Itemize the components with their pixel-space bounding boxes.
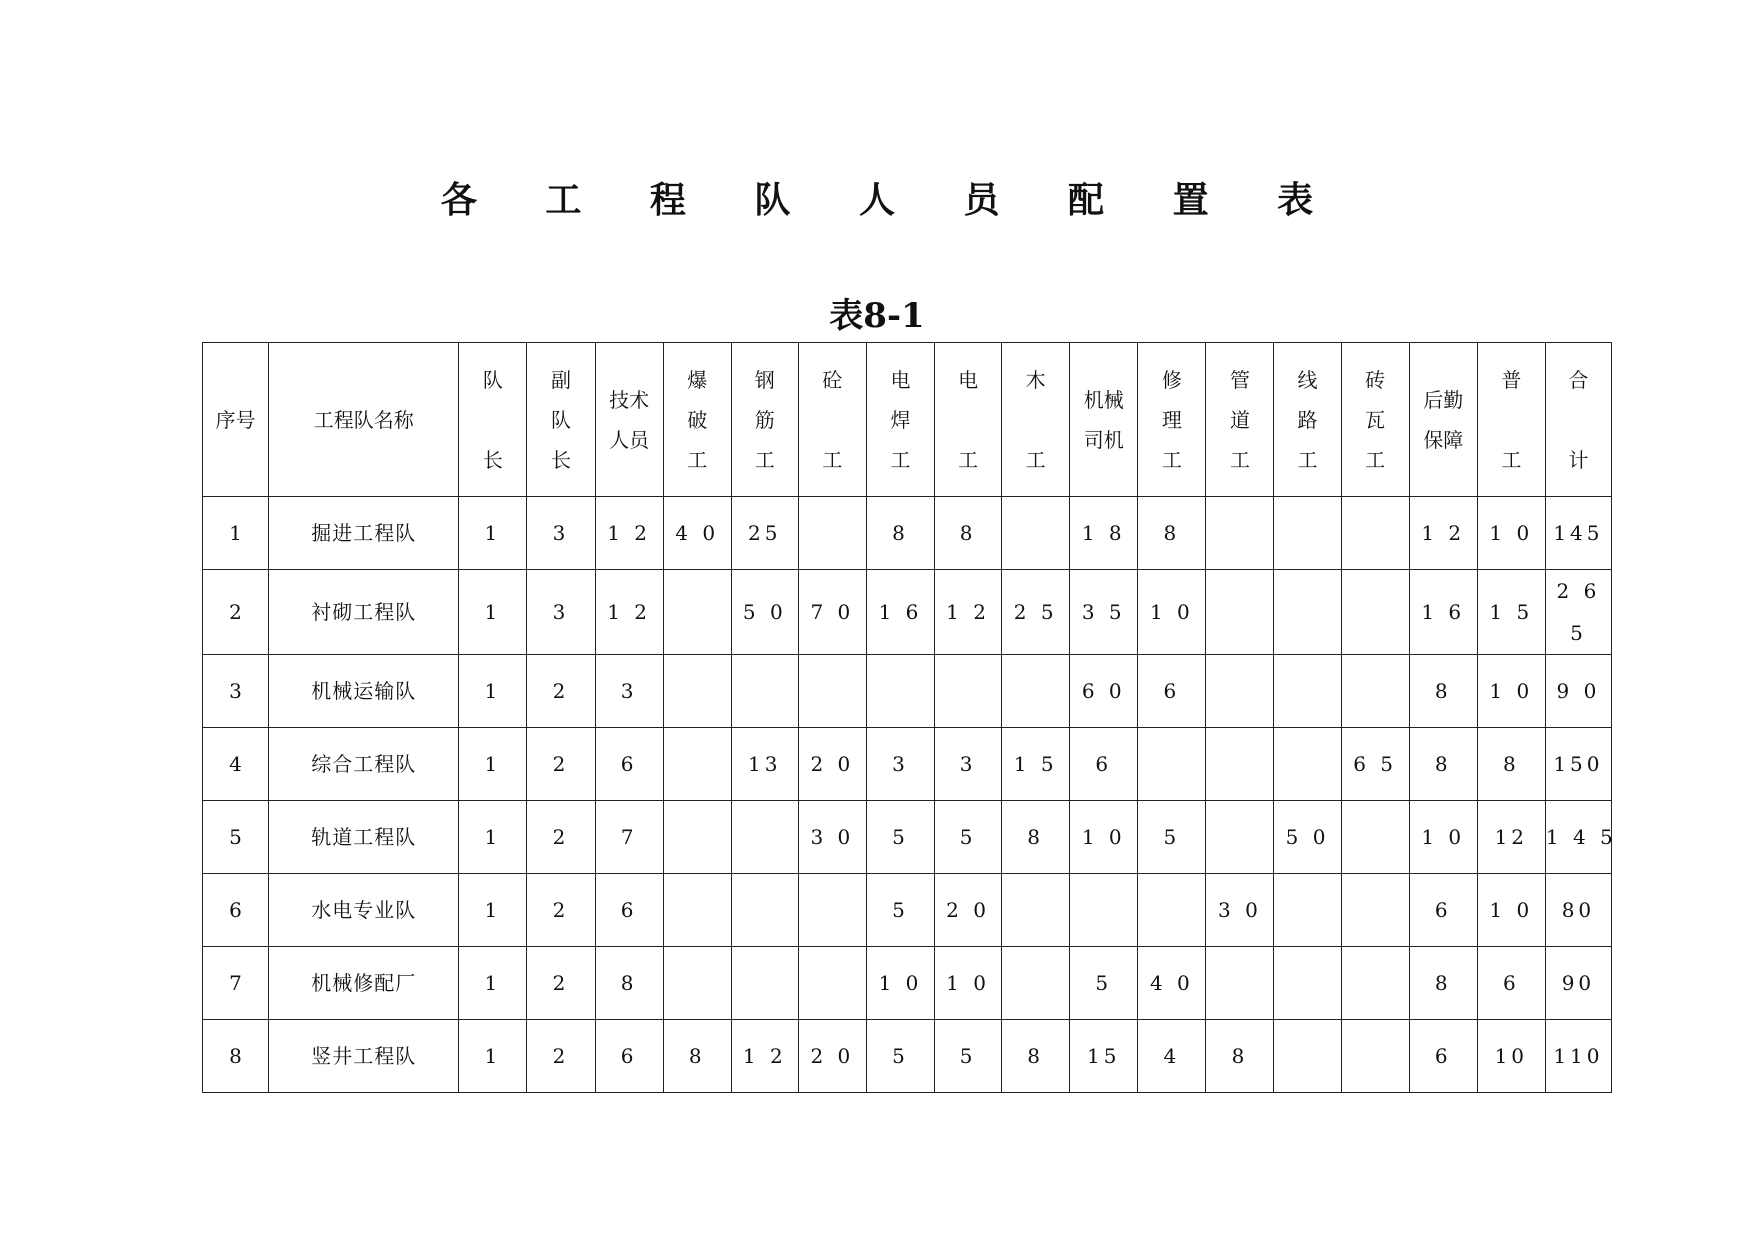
table-cell xyxy=(935,655,1002,728)
table-cell: 6 0 xyxy=(1070,655,1138,728)
row-number-cell: 2 xyxy=(203,570,269,655)
table-cell: 3 xyxy=(866,728,934,801)
table-cell xyxy=(1002,874,1070,947)
table-cell xyxy=(1206,497,1274,570)
table-cell: 5 xyxy=(935,1020,1002,1093)
table-cell: 8 xyxy=(595,947,663,1020)
column-header: 砖 瓦 工 xyxy=(1341,343,1409,497)
table-cell xyxy=(1341,1020,1409,1093)
table-cell xyxy=(663,728,731,801)
table-cell: 1 xyxy=(459,874,527,947)
table-cell: 110 xyxy=(1545,1020,1611,1093)
table-cell xyxy=(1206,655,1274,728)
table-cell xyxy=(1206,728,1274,801)
column-header: 电 焊 工 xyxy=(866,343,934,497)
table-cell: 8 xyxy=(1477,728,1545,801)
table-row xyxy=(203,497,1612,570)
table-cell xyxy=(731,947,798,1020)
team-name-cell: 掘进工程队 xyxy=(269,497,459,570)
table-cell xyxy=(1274,570,1341,655)
column-header: 线 路 工 xyxy=(1274,343,1341,497)
table-cell: 4 xyxy=(1138,1020,1206,1093)
table-cell: 7 xyxy=(595,801,663,874)
table-cell: 1 0 xyxy=(1477,874,1545,947)
row-number-cell: 1 xyxy=(203,497,269,570)
table-cell: 10 xyxy=(1477,1020,1545,1093)
table-cell: 8 xyxy=(1002,1020,1070,1093)
table-cell: 1 0 xyxy=(1477,655,1545,728)
column-header: 合 计 xyxy=(1545,343,1611,497)
table-cell: 12 xyxy=(1477,801,1545,874)
table-cell: 6 5 xyxy=(1341,728,1409,801)
team-name-cell: 综合工程队 xyxy=(269,728,459,801)
table-cell: 5 xyxy=(866,874,934,947)
table-cell: 8 xyxy=(935,497,1002,570)
table-cell: 1 xyxy=(459,570,527,655)
table-cell: 15 xyxy=(1070,1020,1138,1093)
table-cell xyxy=(1206,947,1274,1020)
table-cell: 2 0 xyxy=(798,1020,866,1093)
table-cell xyxy=(1138,874,1206,947)
table-cell xyxy=(1206,570,1274,655)
table-cell xyxy=(1274,874,1341,947)
table-cell: 5 0 xyxy=(731,570,798,655)
table-cell: 3 0 xyxy=(1206,874,1274,947)
table-cell: 1 6 xyxy=(866,570,934,655)
column-header: 后勤 保障 xyxy=(1409,343,1477,497)
table-cell: 6 xyxy=(1409,1020,1477,1093)
table-cell: 8 xyxy=(1409,728,1477,801)
table-cell: 2 0 xyxy=(798,728,866,801)
row-number-cell: 6 xyxy=(203,874,269,947)
team-name-cell: 水电专业队 xyxy=(269,874,459,947)
column-header: 技术 人员 xyxy=(595,343,663,497)
table-cell: 8 xyxy=(1002,801,1070,874)
table-cell: 6 xyxy=(595,874,663,947)
table-cell: 1 6 xyxy=(1409,570,1477,655)
table-cell xyxy=(1341,655,1409,728)
table-cell: 1 0 xyxy=(1070,801,1138,874)
table-cell: 6 xyxy=(595,1020,663,1093)
table-cell xyxy=(1070,874,1138,947)
table-cell: 2 0 xyxy=(935,874,1002,947)
table-number: 表8-1 xyxy=(829,296,925,336)
table-cell xyxy=(663,570,731,655)
table-cell: 13 xyxy=(731,728,798,801)
table-cell: 4 0 xyxy=(1138,947,1206,1020)
column-header: 机械 司机 xyxy=(1070,343,1138,497)
table-cell: 1 xyxy=(459,801,527,874)
table-cell xyxy=(1274,947,1341,1020)
table-cell: 1 5 xyxy=(1002,728,1070,801)
table-cell: 6 xyxy=(595,728,663,801)
column-header: 砼 工 xyxy=(798,343,866,497)
team-name-cell: 衬砌工程队 xyxy=(269,570,459,655)
table-cell: 6 xyxy=(1409,874,1477,947)
table-cell xyxy=(731,801,798,874)
table-cell: 1 2 xyxy=(935,570,1002,655)
table-cell: 1 4 5 xyxy=(1545,801,1611,874)
table-cell xyxy=(663,655,731,728)
column-header: 普 工 xyxy=(1477,343,1545,497)
table-cell: 1 0 xyxy=(1138,570,1206,655)
column-header: 序号 xyxy=(203,343,269,497)
table-row xyxy=(203,801,1612,874)
table-cell xyxy=(866,655,934,728)
table-cell: 1 2 xyxy=(595,497,663,570)
column-header: 副 队 长 xyxy=(527,343,595,497)
column-header: 修 理 工 xyxy=(1138,343,1206,497)
table-cell: 5 xyxy=(1138,801,1206,874)
table-cell xyxy=(1002,497,1070,570)
table-cell xyxy=(1206,801,1274,874)
team-name-cell: 机械运输队 xyxy=(269,655,459,728)
table-cell: 1 xyxy=(459,728,527,801)
table-cell xyxy=(1341,874,1409,947)
table-cell xyxy=(798,874,866,947)
table-cell xyxy=(1274,655,1341,728)
table-cell: 8 xyxy=(1138,497,1206,570)
table-cell: 5 xyxy=(866,1020,934,1093)
table-cell: 8 xyxy=(663,1020,731,1093)
table-cell: 9 0 xyxy=(1545,655,1611,728)
table-cell: 150 xyxy=(1545,728,1611,801)
table-cell: 8 xyxy=(1206,1020,1274,1093)
table-cell: 80 xyxy=(1545,874,1611,947)
table-cell: 5 xyxy=(866,801,934,874)
table-cell: 2 xyxy=(527,728,595,801)
table-cell: 6 xyxy=(1477,947,1545,1020)
row-number-cell: 3 xyxy=(203,655,269,728)
table-cell: 6 xyxy=(1070,728,1138,801)
table-cell: 2 xyxy=(527,655,595,728)
table-row xyxy=(203,728,1612,801)
page-title: 各 工 程 队 人 员 配 置 表 xyxy=(440,179,1342,221)
table-row xyxy=(203,947,1612,1020)
table-cell: 1 2 xyxy=(1409,497,1477,570)
table-cell: 8 xyxy=(1409,655,1477,728)
table-cell: 4 0 xyxy=(663,497,731,570)
table-cell: 90 xyxy=(1545,947,1611,1020)
table-cell xyxy=(663,801,731,874)
table-cell: 6 xyxy=(1138,655,1206,728)
row-number-cell: 7 xyxy=(203,947,269,1020)
table-cell xyxy=(731,655,798,728)
column-header: 电 工 xyxy=(935,343,1002,497)
table-cell: 25 xyxy=(731,497,798,570)
team-name-cell: 机械修配厂 xyxy=(269,947,459,1020)
table-cell: 3 xyxy=(527,497,595,570)
table-cell xyxy=(663,874,731,947)
table-cell: 1 xyxy=(459,947,527,1020)
table-row xyxy=(203,655,1612,728)
table-cell: 1 xyxy=(459,497,527,570)
table-cell: 1 8 xyxy=(1070,497,1138,570)
table-cell xyxy=(663,947,731,1020)
table-cell xyxy=(1341,801,1409,874)
row-number-cell: 8 xyxy=(203,1020,269,1093)
table-cell xyxy=(1138,728,1206,801)
table-cell: 3 xyxy=(935,728,1002,801)
table-cell: 3 xyxy=(527,570,595,655)
table-cell: 5 xyxy=(935,801,1002,874)
table-cell xyxy=(1341,570,1409,655)
table-cell: 1 0 xyxy=(1409,801,1477,874)
table-cell xyxy=(731,874,798,947)
table-cell xyxy=(1341,947,1409,1020)
table-cell: 1 0 xyxy=(866,947,934,1020)
table-cell: 7 0 xyxy=(798,570,866,655)
column-header: 爆 破 工 xyxy=(663,343,731,497)
table-cell xyxy=(798,497,866,570)
table-cell: 1 5 xyxy=(1477,570,1545,655)
table-cell: 1 xyxy=(459,1020,527,1093)
table-cell: 2 6 5 xyxy=(1545,570,1611,655)
table-cell: 2 xyxy=(527,874,595,947)
table-cell: 5 xyxy=(1070,947,1138,1020)
table-cell xyxy=(1002,655,1070,728)
table-cell xyxy=(1274,1020,1341,1093)
table-cell: 1 0 xyxy=(935,947,1002,1020)
header-row xyxy=(203,343,1612,497)
table-cell: 1 xyxy=(459,655,527,728)
table-cell: 2 5 xyxy=(1002,570,1070,655)
team-name-cell: 竖井工程队 xyxy=(269,1020,459,1093)
table-cell: 2 xyxy=(527,1020,595,1093)
table-cell: 8 xyxy=(1409,947,1477,1020)
table-cell: 8 xyxy=(866,497,934,570)
column-header: 管 道 工 xyxy=(1206,343,1274,497)
table-cell xyxy=(1274,728,1341,801)
table-cell xyxy=(798,947,866,1020)
table-cell xyxy=(1341,497,1409,570)
column-header: 钢 筋 工 xyxy=(731,343,798,497)
table-cell: 1 0 xyxy=(1477,497,1545,570)
table-row xyxy=(203,874,1612,947)
table-cell: 3 xyxy=(595,655,663,728)
team-name-cell: 轨道工程队 xyxy=(269,801,459,874)
table-cell: 3 5 xyxy=(1070,570,1138,655)
table-cell: 145 xyxy=(1545,497,1611,570)
row-number-cell: 4 xyxy=(203,728,269,801)
table-cell: 1 2 xyxy=(595,570,663,655)
table-cell: 2 xyxy=(527,801,595,874)
staffing-table xyxy=(202,342,1617,1093)
table-cell: 2 xyxy=(527,947,595,1020)
table-cell: 5 0 xyxy=(1274,801,1341,874)
table-cell xyxy=(1274,497,1341,570)
column-header: 队 长 xyxy=(459,343,527,497)
column-header: 工程队名称 xyxy=(269,343,459,497)
table-row xyxy=(203,1020,1612,1093)
table-cell: 3 0 xyxy=(798,801,866,874)
table-row xyxy=(203,570,1612,655)
table-cell xyxy=(798,655,866,728)
column-header: 木 工 xyxy=(1002,343,1070,497)
table-cell: 1 2 xyxy=(731,1020,798,1093)
table-cell xyxy=(1002,947,1070,1020)
row-number-cell: 5 xyxy=(203,801,269,874)
